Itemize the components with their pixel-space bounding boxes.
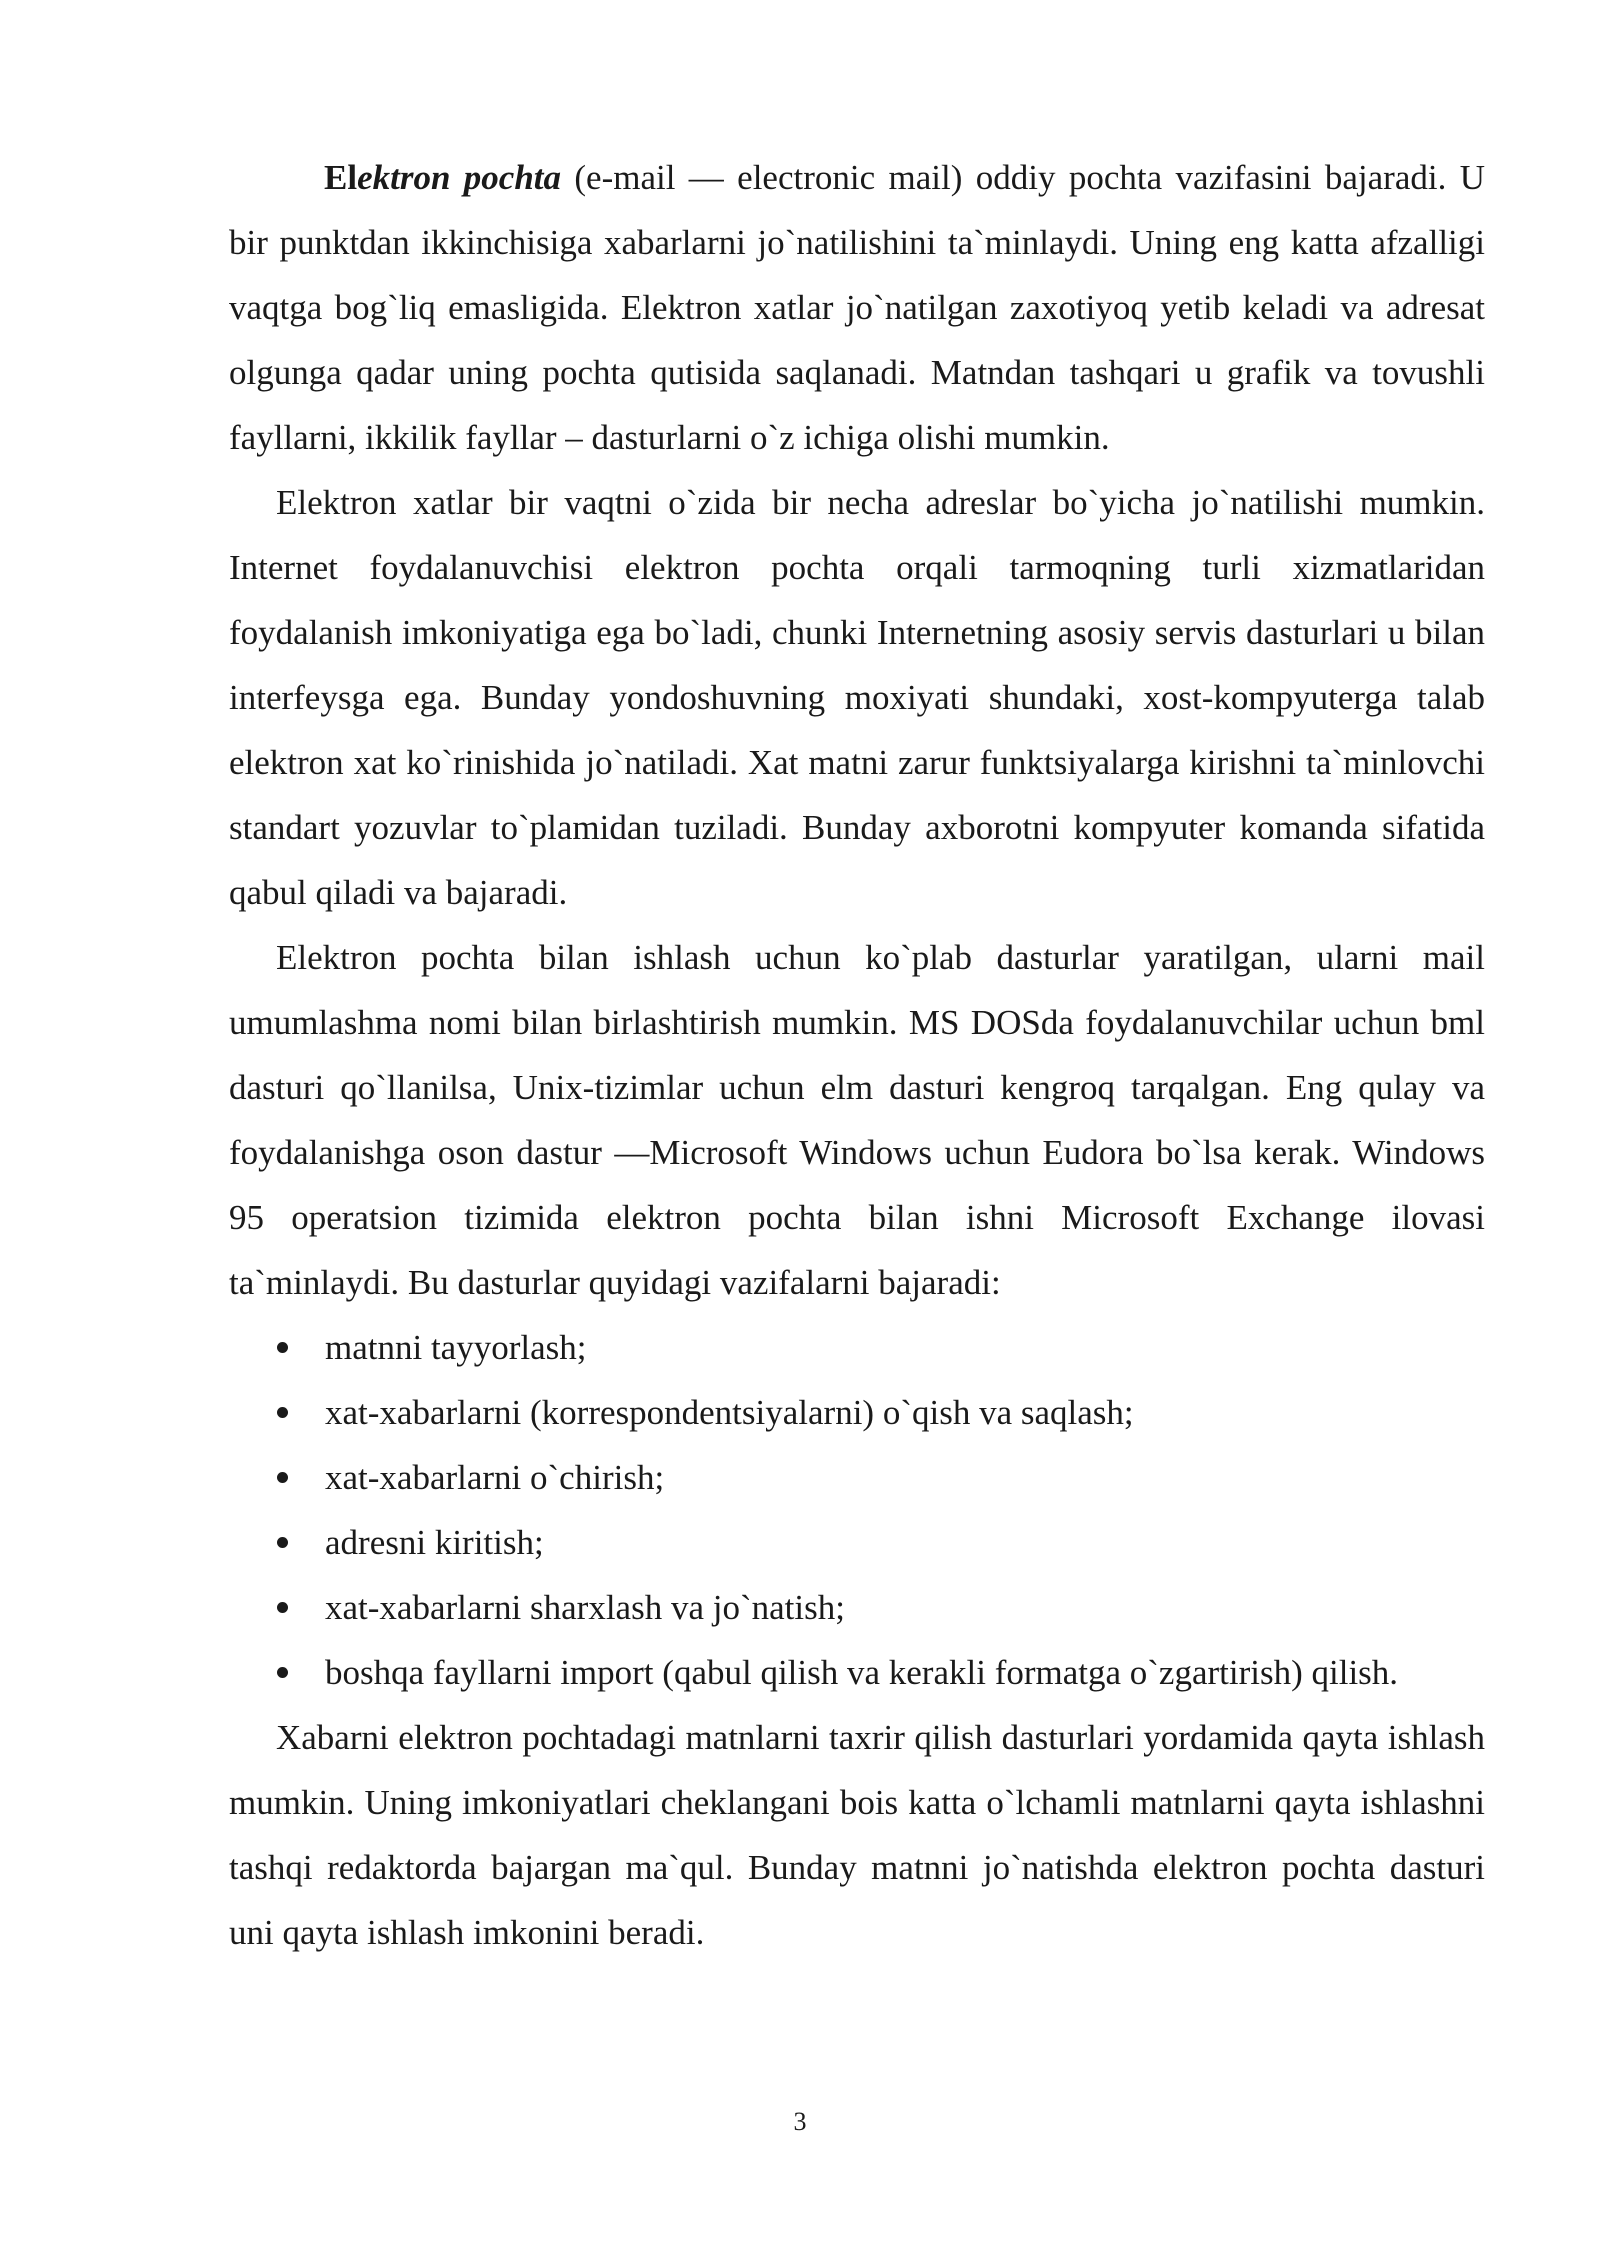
bullet-list [229,1315,1485,1705]
paragraph-intro [229,145,1485,470]
bullet-icon [277,1537,288,1548]
page-body [229,145,1485,1965]
list-item [229,1640,1485,1705]
list-item [229,1510,1485,1575]
paragraph-4: Xabarni elektron pochtadagi matnlarni taxrir qilish dasturlari yordamida qayta ishlash mumkin. Uning imkoniyatlari cheklangani bois katta o`lchamli matnlarni qayta ishlashni tashqi redaktorda bajargan ma`qul. Bunday matnni jo`natishda elektron pochta dasturi uni qayta ishlash imkonini beradi. [229,1718,1485,1952]
term-bold: El [324,158,358,197]
list-item-text: xat-xabarlarni sharxlash va jo`natish; [325,1588,845,1627]
list-item-text: adresni kiritish; [325,1523,544,1562]
list-item-text: matnni tayyorlash; [325,1328,587,1367]
paragraph-3: Elektron pochta bilan ishlash uchun ko`plab dasturlar yaratilgan, ularni mail umumlashma nomi bilan birlashtirish mumkin. MS DOSda foydalanuvchilar uchun bml dasturi qo`llanilsa, Unix-tizimlar uchun elm dasturi kengroq tarqalgan. Eng qulay va foydalanishga oson dastur —Microsoft Windows uchun Eudora bo`lsa kerak. Windows 95 operatsion tizimida elektron pochta bilan ishni Microsoft Exchange ilovasi ta`minlaydi. Bu dasturlar quyidagi vazifalarni bajaradi: [229,938,1485,1302]
bullet-icon [277,1342,288,1353]
list-item-text: boshqa fayllarni import (qabul qilish va kerakli formatga o`zgartirish) qilish. [325,1653,1399,1692]
list-item [229,1575,1485,1640]
bullet-icon [277,1407,288,1418]
bullet-icon [277,1602,288,1613]
list-item [229,1445,1485,1510]
list-item [229,1380,1485,1445]
list-item [229,1315,1485,1380]
bullet-icon [277,1667,288,1678]
bullet-icon [277,1472,288,1483]
term-bold-italic: ektron pochta [357,158,562,197]
paragraph-intro-text: (e-mail — electronic mail) oddiy pochta vazifasini bajaradi. U bir punktdan ikkinchisiga xabarlarni jo`natilishini ta`minlaydi. Uning eng katta afzalligi vaqtga bog`liq emasligida. Elektron xatlar jo`natilgan zaxotiyoq yetib keladi va adresat olgunga qadar uning pochta qutisida saqlanadi. Matndan tashqari u grafik va tovushli fayllarni, ikkilik fayllar – dasturlarni o`z ichiga olishi mumkin. [229,158,1485,457]
paragraph-2: Elektron xatlar bir vaqtni o`zida bir necha adreslar bo`yicha jo`natilishi mumkin. Internet foydalanuvchisi elektron pochta orqali tarmoqning turli xizmatlaridan foydalanish imkoniyatiga ega bo`ladi, chunki Internetning asosiy servis dasturlari u bilan interfeysga ega. Bunday yondoshuvning moxiyati shundaki, xost-kompyuterga talab elektron xat ko`rinishida jo`natiladi. Xat matni zarur funktsiyalarga kirishni ta`minlovchi standart yozuvlar to`plamidan tuziladi. Bunday axborotni kompyuter komanda sifatida qabul qiladi va bajaradi. [229,483,1485,912]
page-number: 3 [793,2107,807,2136]
list-item-text: xat-xabarlarni (korrespondentsiyalarni) o`qish va saqlash; [325,1393,1134,1432]
list-item-text: xat-xabarlarni o`chirish; [325,1458,665,1497]
